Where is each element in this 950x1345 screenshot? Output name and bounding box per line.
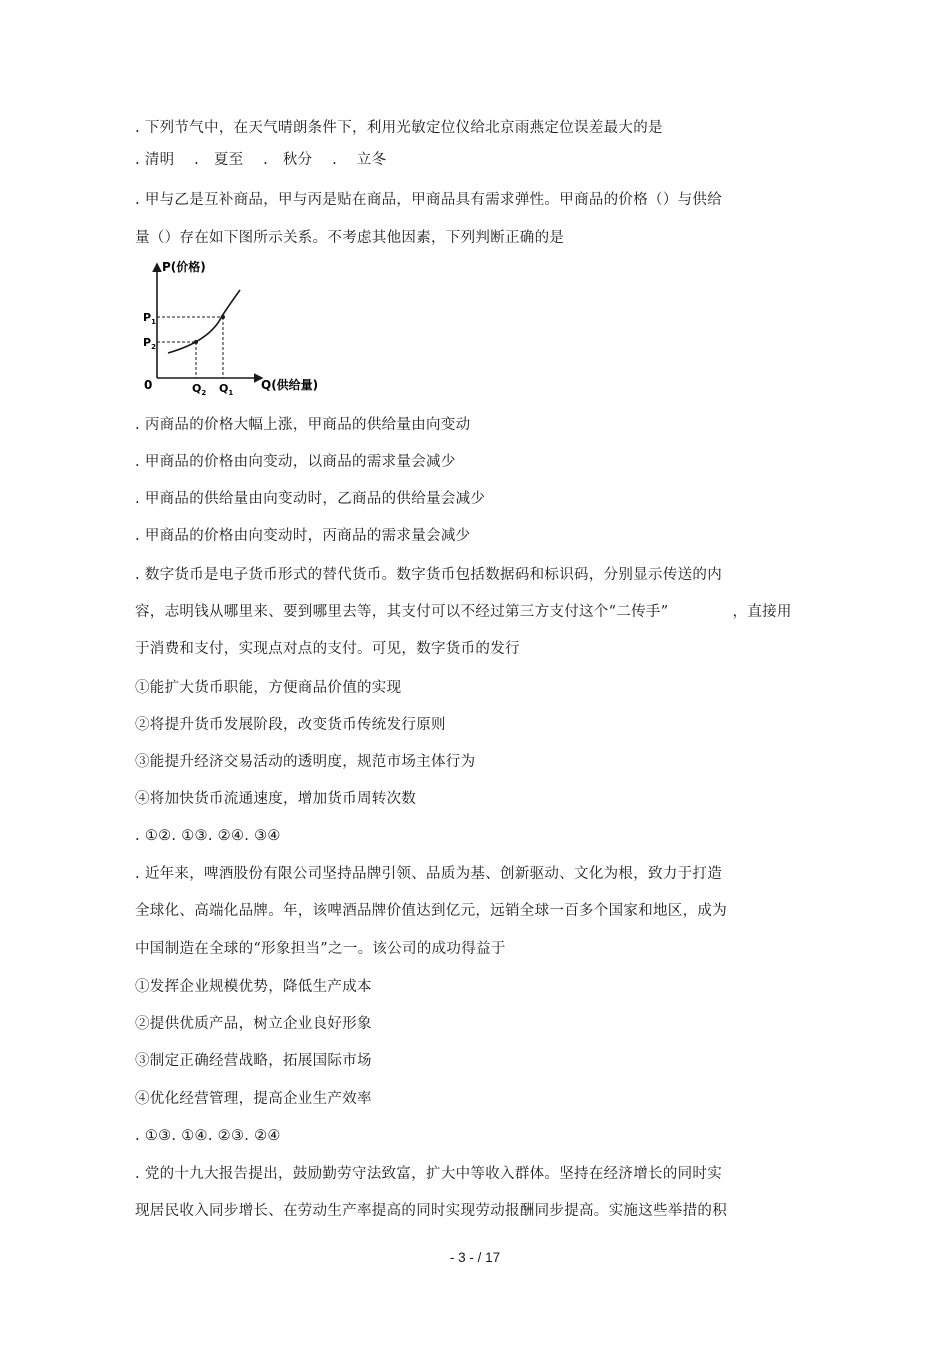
- point-q1-p1: [221, 315, 225, 319]
- q-digital-currency-stem-line3: 于消费和支付，实现点对点的支付。可见，数字货币的发行: [135, 641, 520, 657]
- q-solar-term-options: . 清明 . 夏至 . 秋分 . 立冬: [135, 152, 387, 168]
- q-digital-currency-stem-line1: . 数字货币是电子货币形式的替代货币。数字货币包括数据码和标识码，分别显示传送的内: [135, 567, 723, 583]
- q-digital-currency-item-4: ④将加快货币流通速度，增加货币周转次数: [135, 791, 417, 807]
- q-goods-option-b: . 甲商品的价格由向变动，以商品的需求量会减少: [135, 454, 456, 470]
- point-q2-p2: [194, 340, 198, 344]
- q-digital-currency-stem-line2: 容，志明钱从哪里来、要到哪里去等，其支付可以不经过第三方支付这个“二传手” ，直接用: [135, 604, 792, 620]
- q-goods-option-c: . 甲商品的供给量由向变动时，乙商品的供给量会减少: [135, 491, 486, 507]
- q-solar-term-stem: . 下列节气中，在天气晴朗条件下，利用光敏定位仪给北京雨燕定位误差最大的是: [135, 120, 663, 136]
- q-beer-company-item-4: ④优化经营管理，提高企业生产效率: [135, 1091, 372, 1107]
- q-digital-currency-options: . ①②. ①③. ②④. ③④: [135, 828, 281, 844]
- q-beer-company-stem-line3: 中国制造在全球的“形象担当”之一。该公司的成功得益于: [135, 941, 506, 957]
- y-axis-label: P(价格): [162, 260, 206, 274]
- x-axis-label: Q(供给量): [261, 378, 319, 392]
- q-beer-company-item-1: ①发挥企业规模优势，降低生产成本: [135, 979, 372, 995]
- q-digital-currency-item-1: ①能扩大货币职能，方便商品价值的实现: [135, 680, 402, 696]
- p2-label: $P_2$: [143, 336, 156, 351]
- supply-curve: [168, 290, 240, 353]
- q-beer-company-item-2: ②提供优质产品，树立企业良好形象: [135, 1016, 372, 1032]
- q-goods-option-d: . 甲商品的价格由向变动时，丙商品的需求量会减少: [135, 528, 471, 544]
- q-digital-currency-item-2: ②将提升货币发展阶段，改变货币传统发行原则: [135, 717, 446, 733]
- q-income-stem-line1: . 党的十九大报告提出，鼓励勤劳守法致富，扩大中等收入群体。坚持在经济增长的同时实: [135, 1166, 723, 1182]
- q-income-stem-line2: 现居民收入同步增长、在劳动生产率提高的同时实现劳动报酬同步提高。实施这些举措的积: [135, 1203, 727, 1219]
- q-goods-stem-line2: 量（）存在如下图所示关系。不考虑其他因素，下列判断正确的是: [135, 230, 565, 246]
- page-number: - 3 - / 17: [449, 1250, 501, 1265]
- q-goods-stem-line1: . 甲与乙是互补商品，甲与丙是贴在商品，甲商品具有需求弹性。甲商品的价格（）与供给: [135, 192, 723, 208]
- price-supply-graph: [140, 256, 340, 400]
- q-digital-currency-item-3: ③能提升经济交易活动的透明度，规范市场主体行为: [135, 754, 476, 770]
- origin-label: 0: [144, 378, 153, 392]
- q-beer-company-item-3: ③制定正确经营战略，拓展国际市场: [135, 1053, 372, 1069]
- q1-label: $Q_1$: [219, 382, 234, 397]
- q-beer-company-options: . ①③. ①④. ②③. ②④: [135, 1128, 281, 1144]
- q-beer-company-stem-line1: . 近年来，啤酒股份有限公司坚持品牌引领、品质为基、创新驱动、文化为根，致力于打造: [135, 866, 723, 882]
- p1-label: $P_1$: [143, 311, 156, 326]
- q-goods-option-a: . 丙商品的价格大幅上涨，甲商品的供给量由向变动: [135, 417, 471, 433]
- q-beer-company-stem-line2: 全球化、高端化品牌。年，该啤酒品牌价值达到亿元，远销全球一百多个国家和地区，成为: [135, 903, 727, 919]
- q2-label: $Q_2$: [192, 382, 207, 397]
